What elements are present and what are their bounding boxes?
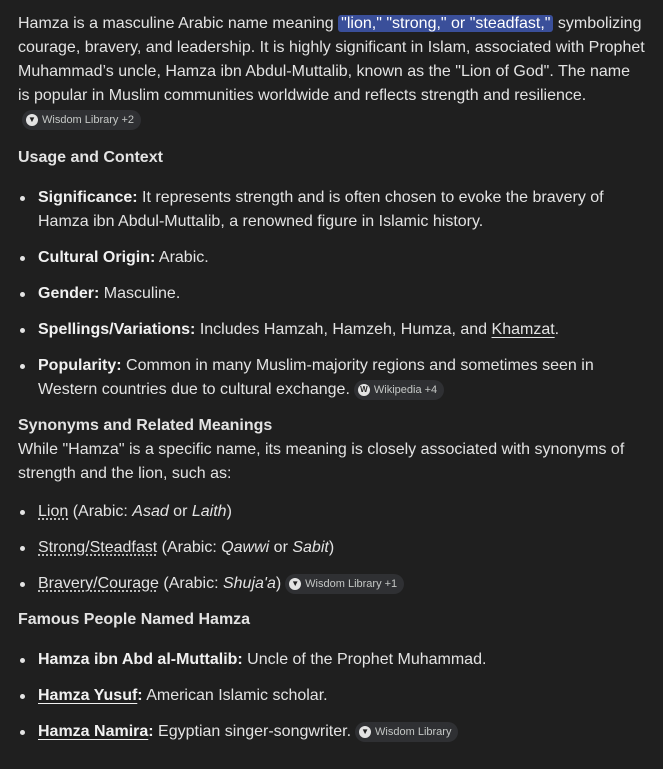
section-heading-usage: Usage and Context (18, 149, 163, 166)
item-text: or (269, 539, 293, 556)
item-text: ) (275, 575, 282, 592)
item-punct: . (554, 321, 560, 338)
item-colon: : (137, 687, 143, 704)
list-item (18, 246, 645, 270)
khamzat-link[interactable]: Khamzat (491, 321, 555, 338)
arabic-term: Qawwi (221, 539, 270, 556)
list-item (18, 186, 645, 234)
chip-label: Wisdom Library +1 (305, 578, 398, 590)
chip-label: Wikipedia +4 (373, 384, 438, 396)
wisdom-library-icon: ▼ (26, 114, 38, 126)
person-name: Hamza ibn Abd al-Muttalib: (38, 651, 243, 668)
hamza-yusuf-link[interactable]: Hamza Yusuf (38, 687, 138, 704)
wisdom-library-icon: ▼ (359, 726, 371, 738)
intro-paragraph (18, 12, 645, 132)
item-text: (Arabic: (158, 575, 223, 592)
hamza-namira-link[interactable]: Hamza Namira (38, 723, 149, 740)
source-chip-wisdom-library[interactable] (285, 574, 404, 594)
arabic-term: Laith (191, 503, 227, 520)
item-term: Popularity: (38, 357, 122, 374)
section-heading-synonyms: Synonyms and Related Meanings (18, 417, 273, 434)
list-item (18, 354, 645, 402)
chip-label: Wisdom Library +2 (42, 114, 135, 126)
item-text: (Arabic: (68, 503, 133, 520)
item-text: Includes Hamzah, Hamzeh, Humza, and (195, 321, 492, 338)
list-item (18, 318, 645, 342)
item-text: Common in many Muslim-majority regions and sometimes seen in Western countries due to cultural exchange. (38, 357, 594, 398)
item-colon: : (148, 723, 154, 740)
source-chip-wisdom-library[interactable] (22, 110, 141, 130)
usage-list (18, 186, 645, 402)
list-item (18, 282, 645, 306)
item-text: ) (226, 503, 232, 520)
strong-steadfast-link[interactable]: Strong/Steadfast (38, 539, 158, 556)
item-text: or (168, 503, 192, 520)
item-term: Gender: (38, 285, 100, 302)
list-item (18, 648, 645, 672)
lion-link[interactable]: Lion (38, 503, 69, 520)
item-text: ) (328, 539, 335, 556)
list-item (18, 536, 645, 560)
item-text: It represents strength and is often chosen to evoke the bravery of Hamza ibn Abdul-Muttalib, a renowned figure in Islamic history. (38, 189, 604, 230)
intro-text-1: Hamza is a masculine Arabic name meaning (18, 15, 339, 32)
synonyms-list (18, 500, 645, 596)
source-chip-wikipedia[interactable] (354, 380, 444, 400)
list-item (18, 500, 645, 524)
item-term: Spellings/Variations: (38, 321, 196, 338)
list-item (18, 572, 645, 596)
section-heading-famous: Famous People Named Hamza (18, 611, 251, 628)
item-text: (Arabic: (157, 539, 222, 556)
item-text: Egyptian singer-songwriter. (153, 723, 352, 740)
highlighted-meaning: "lion," "strong," or "steadfast," (338, 15, 553, 32)
item-text: Uncle of the Prophet Muhammad. (242, 651, 487, 668)
arabic-term: Shuja'a (222, 575, 276, 592)
arabic-term: Sabit (292, 539, 329, 556)
synonyms-intro: While "Hamza" is a specific name, its meaning is closely associated with synonyms of strength and the lion, such as: (18, 441, 625, 482)
famous-list (18, 648, 645, 744)
list-item (18, 684, 645, 708)
wikipedia-icon: W (358, 384, 370, 396)
wisdom-library-icon: ▼ (289, 578, 301, 590)
intro-text-2: symbolizing courage, bravery, and leadership. It is highly significant in Islam, associated with Prophet Muhammad’s uncle, Hamza ibn Abdul-Muttalib, known as the "Lion of God". The name is popular in Muslim communities worldwide and reflects strength and resilience. (18, 15, 645, 104)
bravery-courage-link[interactable]: Bravery/Courage (38, 575, 159, 592)
source-chip-wisdom-library[interactable] (355, 722, 458, 742)
item-term: Cultural Origin: (38, 249, 156, 266)
list-item (18, 720, 645, 744)
chip-label: Wisdom Library (375, 726, 452, 738)
item-term: Significance: (38, 189, 138, 206)
item-text: American Islamic scholar. (142, 687, 328, 704)
arabic-term: Asad (132, 503, 169, 520)
item-text: Masculine. (99, 285, 181, 302)
item-text: Arabic. (155, 249, 209, 266)
